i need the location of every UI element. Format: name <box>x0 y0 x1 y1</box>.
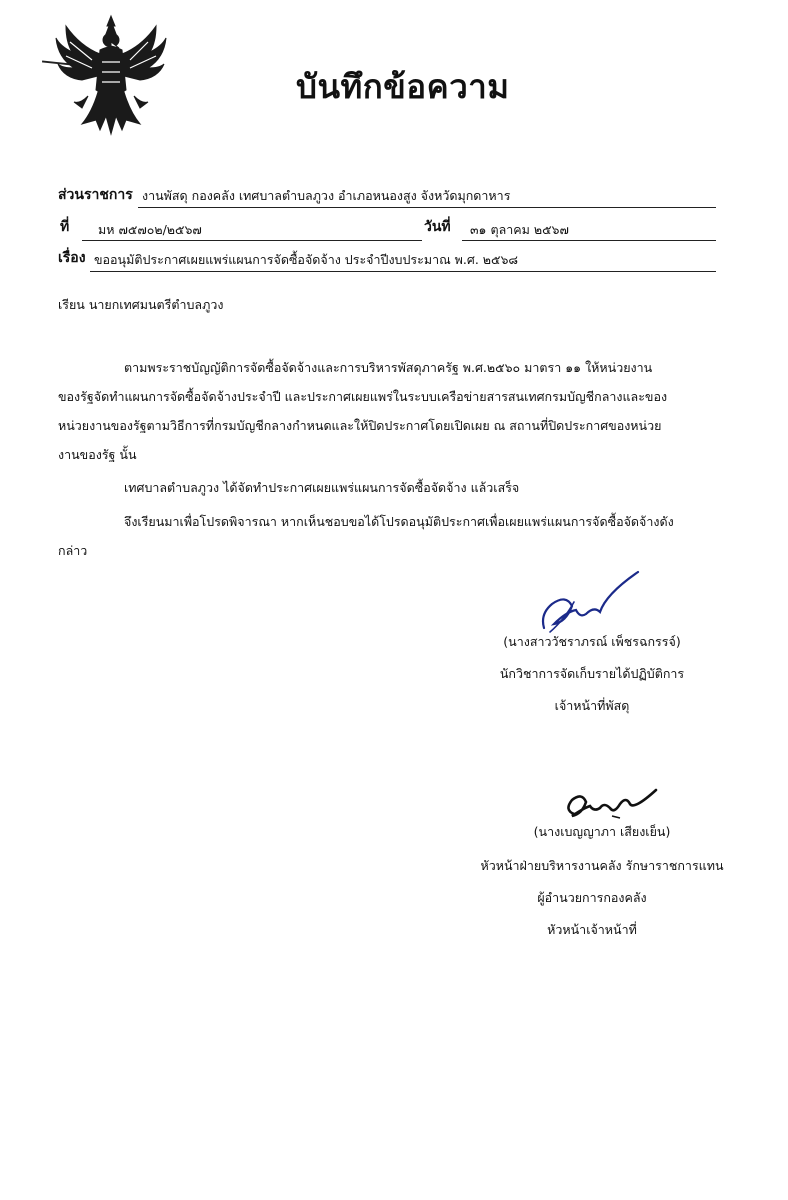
ref-underline <box>82 240 422 241</box>
body-line: งานของรัฐ นั้น <box>58 447 137 462</box>
subject-underline <box>90 271 716 272</box>
signer1-role: เจ้าหน้าที่พัสดุ <box>554 698 630 713</box>
ref-value: มห ๗๕๗๐๒/๒๕๖๗ <box>98 222 202 237</box>
date-label: วันที่ <box>424 219 451 235</box>
garuda-emblem-icon <box>52 12 170 144</box>
signer1-name: (นางสาววัชราภรณ์ เพ็ชรฉกรรจ์) <box>503 634 681 649</box>
handwritten-signature-icon <box>536 566 646 638</box>
body-line: จึงเรียนมาเพื่อโปรดพิจารณา หากเห็นชอบขอได้โปรดอนุมัติประกาศเพื่อเผยแพร่แผนการจัดซื้อจัดจ้างดัง <box>124 514 674 529</box>
signer2-role: ผู้อำนวยการกองคลัง <box>537 890 647 905</box>
department-value: งานพัสดุ กองคลัง เทศบาลตำบลภูวง อำเภอหนองสูง จังหวัดมุกดาหาร <box>142 188 511 203</box>
subject-value: ขออนุมัติประกาศเผยแพร่แผนการจัดซื้อจัดจ้าง ประจำปีงบประมาณ พ.ศ. ๒๕๖๘ <box>94 252 519 267</box>
document-title: บันทึกข้อความ <box>296 67 510 106</box>
handwritten-signature-icon <box>560 780 660 826</box>
body-line: เทศบาลตำบลภูวง ได้จัดทำประกาศเผยแพร่แผนการจัดซื้อจัดจ้าง แล้วเสร็จ <box>124 480 520 495</box>
signer2-position: หัวหน้าฝ่ายบริหารงานคลัง รักษาราชการแทน <box>480 858 724 873</box>
body-line: หน่วยงานของรัฐตามวิธีการที่กรมบัญชีกลางกำหนดและให้ปิดประกาศโดยเปิดเผย ณ สถานที่ปิดประกาศของหน่วย <box>58 418 662 433</box>
body-line: ของรัฐจัดทำแผนการจัดซื้อจัดจ้างประจำปี และประกาศเผยแพร่ในระบบเครือข่ายสารสนเทศกรมบัญชีกลางและของ <box>58 389 668 404</box>
signer1-position: นักวิชาการจัดเก็บรายได้ปฏิบัติการ <box>499 666 685 681</box>
body-line: กล่าว <box>58 543 88 558</box>
signer2-name: (นางเบญญาภา เสียงเย็น) <box>533 824 671 839</box>
signer2-role2: หัวหน้าเจ้าหน้าที่ <box>547 922 637 937</box>
subject-label: เรื่อง <box>58 250 86 266</box>
department-label: ส่วนราชการ <box>58 187 133 203</box>
date-value: ๓๑ ตุลาคม ๒๕๖๗ <box>470 222 569 237</box>
department-underline <box>138 207 716 208</box>
date-underline <box>462 240 716 241</box>
body-line: ตามพระราชบัญญัติการจัดซื้อจัดจ้างและการบริหารพัสดุภาครัฐ พ.ศ.๒๕๖๐ มาตรา ๑๑ ให้หน่วยงาน <box>124 360 653 375</box>
salutation: เรียน นายกเทศมนตรีตำบลภูวง <box>58 297 224 312</box>
ref-label: ที่ <box>60 219 70 235</box>
